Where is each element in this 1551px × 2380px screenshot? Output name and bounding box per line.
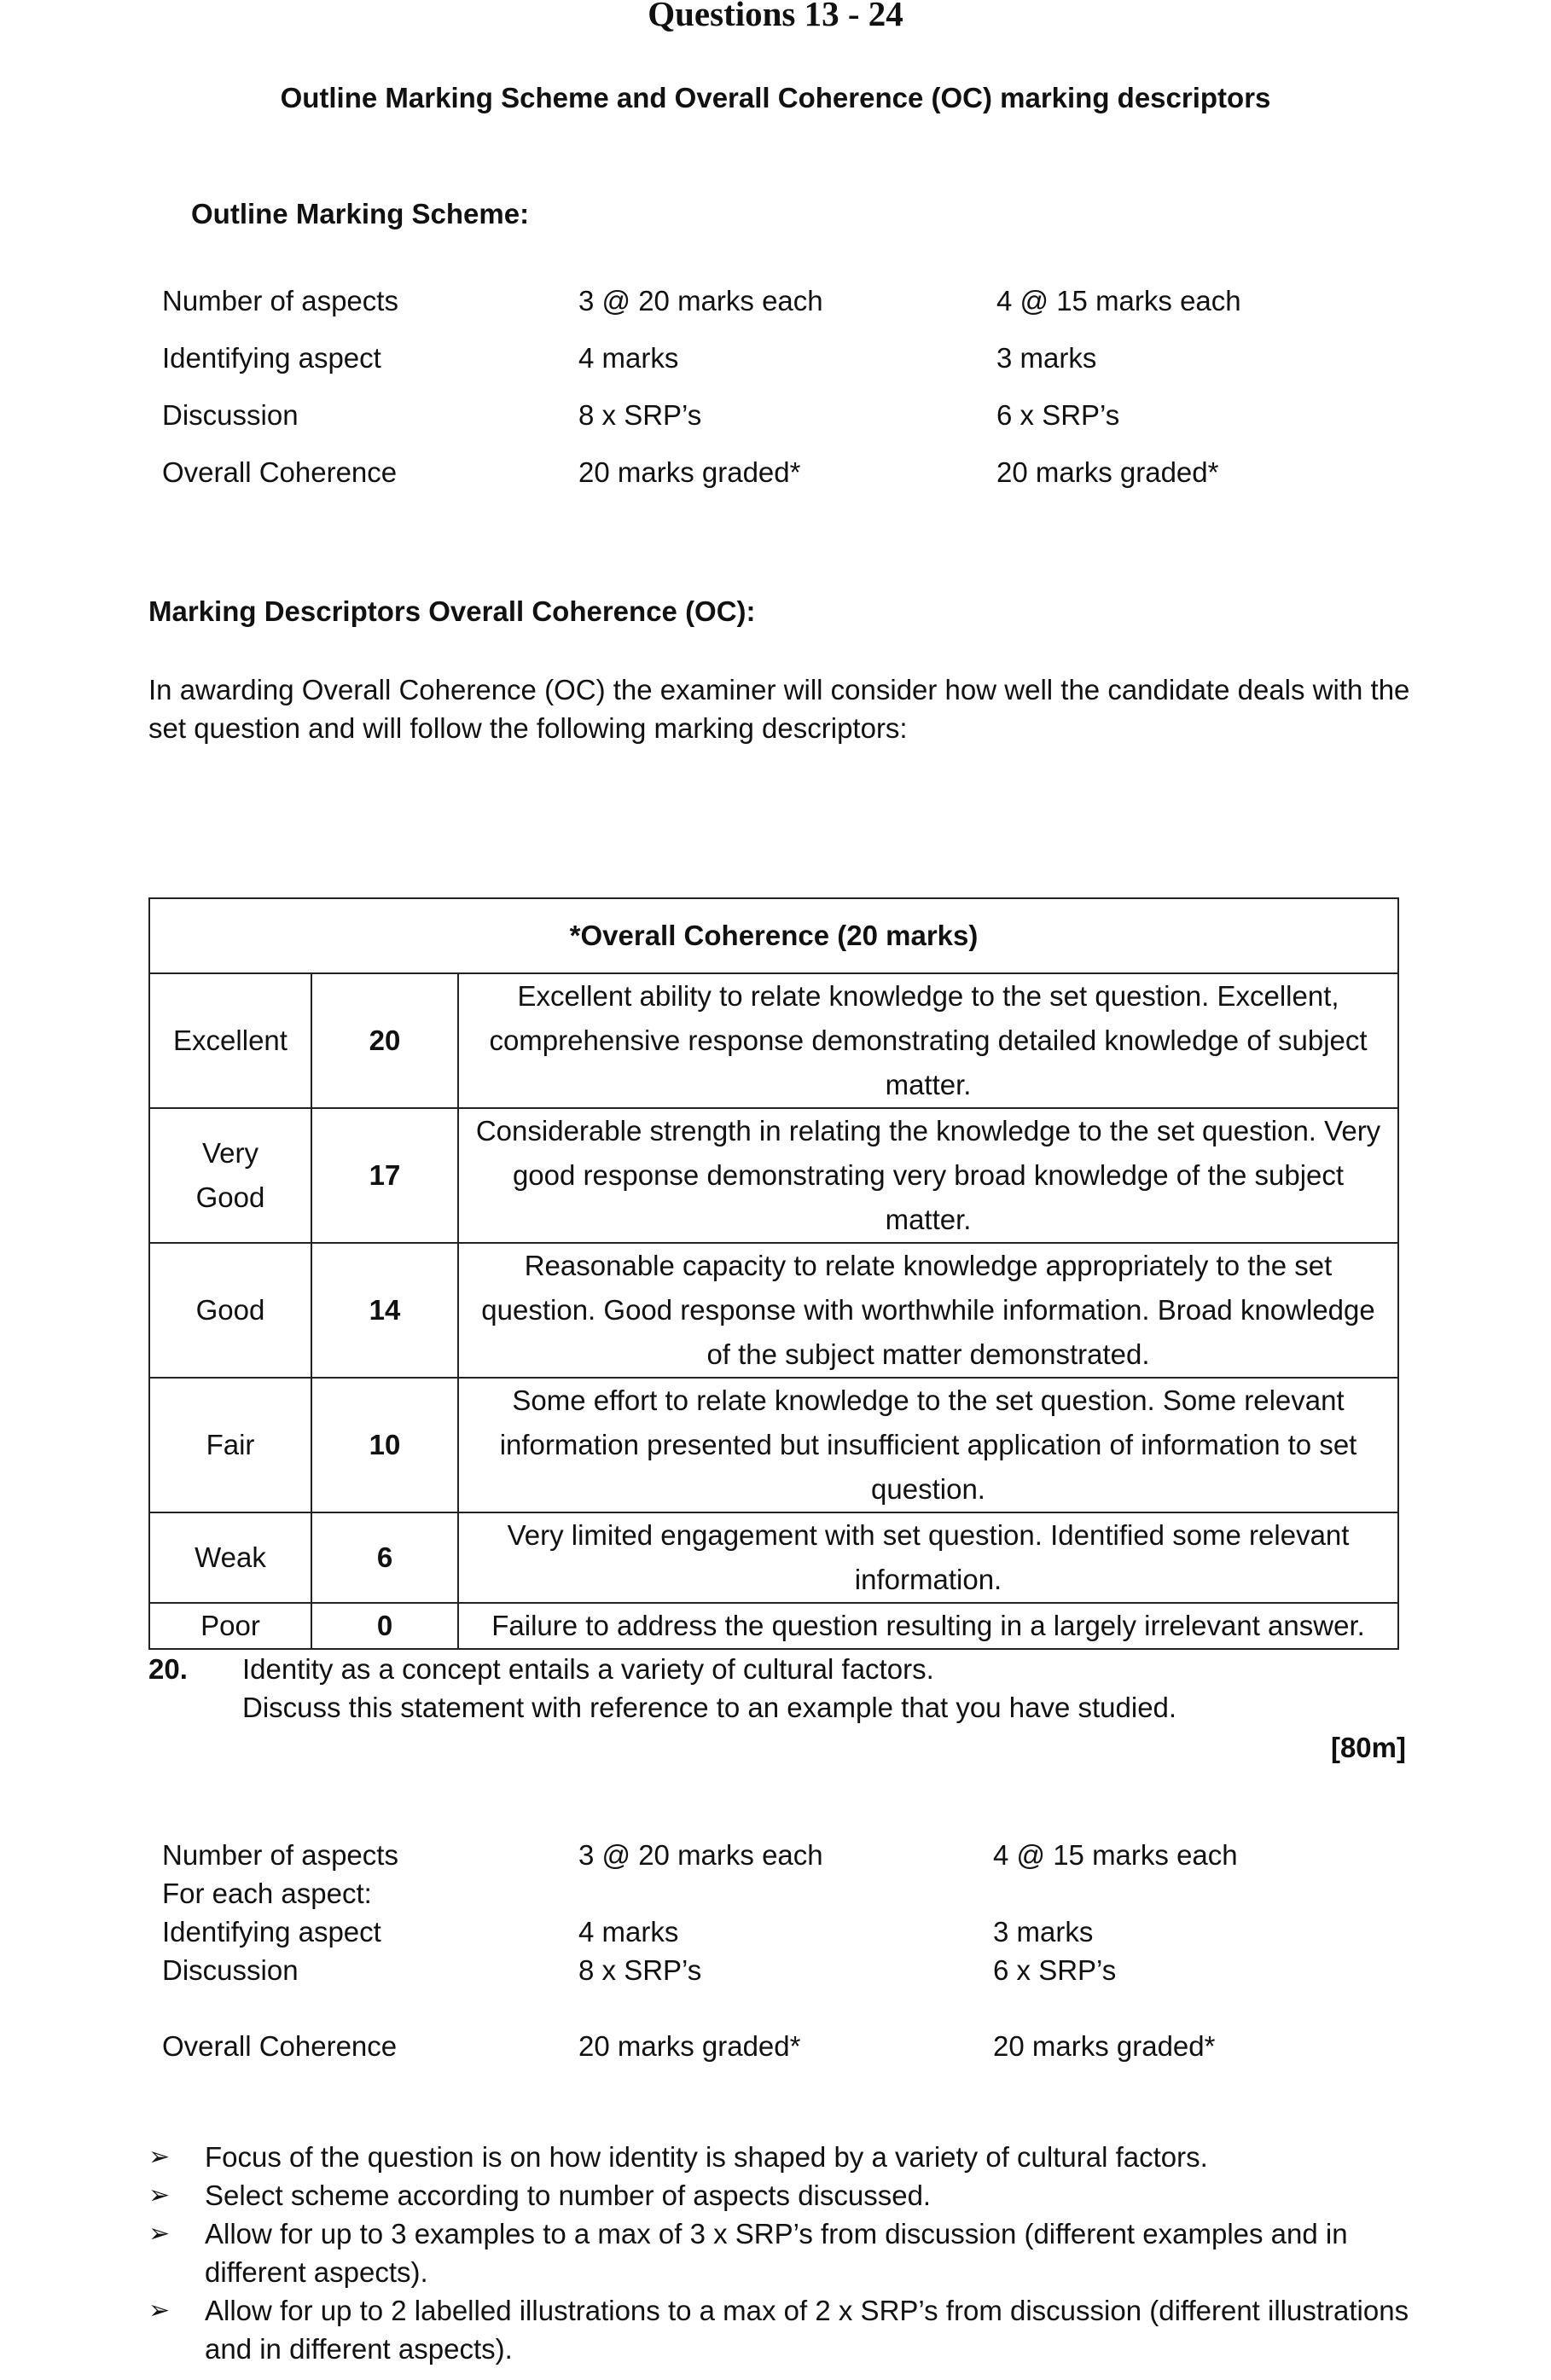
overall-coherence-table bbox=[148, 897, 1399, 1650]
outline-label: Identifying aspect bbox=[162, 342, 381, 374]
question-marks: [80m] bbox=[1330, 1732, 1406, 1763]
scheme-label: Discussion bbox=[162, 1954, 299, 1986]
marking-notes bbox=[148, 2138, 1411, 2368]
descriptors-intro: In awarding Overall Coherence (OC) the examiner will consider how well the candidate deals with the set question and will follow the following marking descriptors: bbox=[148, 674, 1410, 744]
outline-label: Overall Coherence bbox=[162, 456, 398, 488]
table-row bbox=[149, 1512, 1398, 1603]
table-row bbox=[149, 973, 1398, 1108]
scheme-value-3-aspects: 8 x SRP’s bbox=[578, 1954, 702, 1986]
scheme-value-3-aspects: 3 @ 20 marks each bbox=[578, 1839, 823, 1871]
descriptor-cell: Excellent ability to relate knowledge to the set question. Excellent, comprehensive response demonstrating detailed knowledge of subject matter. bbox=[458, 973, 1398, 1108]
page-subtitle: Outline Marking Scheme and Overall Coherence (OC) marking descriptors bbox=[280, 82, 1271, 113]
scheme-row bbox=[162, 1916, 1442, 1953]
list-item bbox=[148, 2215, 1411, 2291]
table-header-row bbox=[149, 898, 1398, 973]
table-row bbox=[149, 1603, 1398, 1649]
table-row bbox=[149, 1108, 1398, 1243]
mark-cell: 10 bbox=[311, 1378, 458, 1512]
grade-cell: Poor bbox=[149, 1603, 311, 1649]
descriptor-cell: Reasonable capacity to relate knowledge appropriately to the set question. Good response with worthwhile information. Broad knowledge of the subject matter demonstrated. bbox=[458, 1243, 1398, 1378]
scheme-value-3-aspects: 20 marks graded* bbox=[578, 2030, 801, 2062]
scheme-row bbox=[162, 2030, 1442, 2068]
scheme-value-4-aspects: 4 @ 15 marks each bbox=[993, 1839, 1238, 1871]
scheme-row bbox=[162, 1839, 1442, 1877]
question-line-2: Discuss this statement with reference to an example that you have studied. bbox=[242, 1692, 1177, 1723]
note-text: Allow for up to 2 labelled illustrations to a max of 2 x SRP’s from discussion (different illustrations and in different aspects). bbox=[205, 2295, 1409, 2365]
descriptor-cell: Very limited engagement with set question. Identified some relevant information. bbox=[458, 1512, 1398, 1603]
scheme-value-4-aspects: 3 marks bbox=[993, 1916, 1094, 1948]
table-row bbox=[149, 1243, 1398, 1378]
scheme-label: Number of aspects bbox=[162, 1839, 398, 1871]
outline-row bbox=[162, 399, 1442, 437]
outline-row bbox=[162, 456, 1442, 494]
note-text: Select scheme according to number of aspects discussed. bbox=[205, 2180, 932, 2211]
question-line-1: Identity as a concept entails a variety of cultural factors. bbox=[242, 1653, 934, 1685]
grade-cell: Excellent bbox=[149, 973, 311, 1108]
mark-cell: 14 bbox=[311, 1243, 458, 1378]
grade-cell: Weak bbox=[149, 1512, 311, 1603]
arrow-bullet-icon: ➢ bbox=[148, 2143, 171, 2171]
list-item bbox=[148, 2138, 1411, 2176]
descriptors-heading: Marking Descriptors Overall Coherence (OC): bbox=[148, 595, 756, 627]
arrow-bullet-icon: ➢ bbox=[148, 2296, 171, 2325]
outline-value-4-aspects: 4 @ 15 marks each bbox=[996, 285, 1241, 316]
scheme-row bbox=[162, 1954, 1442, 1992]
outline-row bbox=[162, 342, 1442, 380]
scheme-row bbox=[162, 1878, 1442, 1915]
outline-value-3-aspects: 8 x SRP’s bbox=[578, 399, 702, 431]
grade-cell: Good bbox=[149, 1243, 311, 1378]
page-title: Questions 13 - 24 bbox=[648, 0, 903, 33]
note-text: Focus of the question is on how identity is shaped by a variety of cultural factors. bbox=[205, 2141, 1208, 2173]
note-text: Allow for up to 3 examples to a max of 3 x SRP’s from discussion (different examples and in different aspects). bbox=[205, 2218, 1348, 2288]
scheme-subheading: For each aspect: bbox=[162, 1878, 372, 1909]
scheme-value-4-aspects: 20 marks graded* bbox=[993, 2030, 1216, 2062]
scheme-label: Overall Coherence bbox=[162, 2030, 398, 2062]
outline-value-3-aspects: 20 marks graded* bbox=[578, 456, 801, 488]
descriptor-cell: Failure to address the question resulting in a largely irrelevant answer. bbox=[458, 1603, 1398, 1649]
table-title: *Overall Coherence (20 marks) bbox=[149, 898, 1398, 973]
question-number: 20. bbox=[148, 1653, 188, 1685]
descriptor-cell: Some effort to relate knowledge to the set question. Some relevant information presented but insufficient application of information to set question. bbox=[458, 1378, 1398, 1512]
mark-cell: 0 bbox=[311, 1603, 458, 1649]
descriptor-cell: Considerable strength in relating the knowledge to the set question. Very good response demonstrating very broad knowledge of the subject matter. bbox=[458, 1108, 1398, 1243]
grade-cell: Fair bbox=[149, 1378, 311, 1512]
scheme-value-4-aspects: 6 x SRP’s bbox=[993, 1954, 1117, 1986]
outline-row bbox=[162, 285, 1442, 322]
table-row bbox=[149, 1378, 1398, 1512]
scheme-value-3-aspects: 4 marks bbox=[578, 1916, 679, 1948]
outline-value-4-aspects: 6 x SRP’s bbox=[996, 399, 1120, 431]
mark-cell: 17 bbox=[311, 1108, 458, 1243]
outline-value-4-aspects: 20 marks graded* bbox=[996, 456, 1219, 488]
scheme-label: Identifying aspect bbox=[162, 1916, 381, 1948]
arrow-bullet-icon: ➢ bbox=[148, 2220, 171, 2248]
outline-value-4-aspects: 3 marks bbox=[996, 342, 1097, 374]
outline-label: Discussion bbox=[162, 399, 299, 431]
grade-cell: Very Good bbox=[149, 1108, 311, 1243]
outline-value-3-aspects: 4 marks bbox=[578, 342, 679, 374]
list-item bbox=[148, 2291, 1411, 2368]
arrow-bullet-icon: ➢ bbox=[148, 2181, 171, 2209]
outline-value-3-aspects: 3 @ 20 marks each bbox=[578, 285, 823, 316]
outline-label: Number of aspects bbox=[162, 285, 398, 316]
mark-cell: 6 bbox=[311, 1512, 458, 1603]
list-item bbox=[148, 2176, 1411, 2215]
mark-cell: 20 bbox=[311, 973, 458, 1108]
outline-heading: Outline Marking Scheme: bbox=[191, 198, 530, 229]
